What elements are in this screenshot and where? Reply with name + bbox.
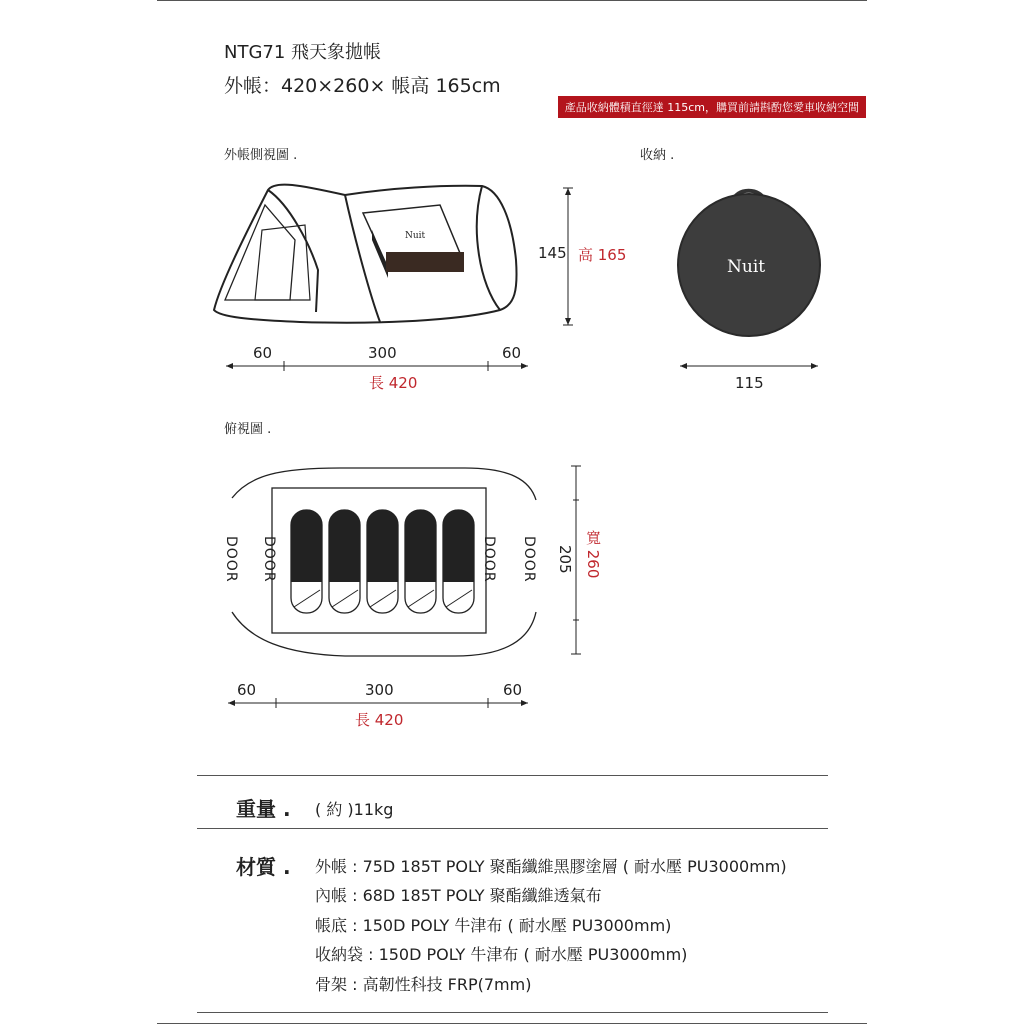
top-width-total: 寬 260 xyxy=(584,530,602,579)
side-view-tent xyxy=(214,185,517,323)
weight-value: ( 約 )11kg xyxy=(315,800,394,819)
door-label-outer-right: DOOR xyxy=(521,536,537,583)
top-dim-right: 60 xyxy=(503,681,523,699)
tent-arch xyxy=(345,195,380,322)
spec-rule-middle xyxy=(197,828,828,829)
side-dim-left: 60 xyxy=(253,344,273,362)
top-dim-left: 60 xyxy=(237,681,257,699)
side-dim-total: 長 420 xyxy=(369,374,418,392)
material-line: 帳底 : 150D POLY 牛津布 ( 耐水壓 PU3000mm) xyxy=(315,916,672,935)
tent-vent-dark xyxy=(386,252,464,272)
product-title: NTG71 飛天象拋帳 xyxy=(224,42,382,63)
side-dim-right: 60 xyxy=(502,344,522,362)
material-label: 材質 . xyxy=(236,855,291,879)
storage-label: 收納 . xyxy=(640,148,675,163)
spec-rule-bottom xyxy=(197,1012,828,1013)
side-dim-middle: 300 xyxy=(368,344,397,362)
top-width-inner: 205 xyxy=(556,545,574,574)
top-dim-middle: 300 xyxy=(365,681,394,699)
door-label-inner-left: DOOR xyxy=(261,536,277,583)
side-height-inner: 145 xyxy=(538,244,567,262)
door-label-outer-left: DOOR xyxy=(223,536,239,583)
sleeping-pads xyxy=(291,510,474,614)
door-label-inner-right: DOOR xyxy=(481,536,497,583)
tent-arch-rear xyxy=(477,186,500,310)
tent-door-inner xyxy=(255,225,310,300)
storage-diameter: 115 xyxy=(735,374,764,392)
material-line: 收納袋 : 150D POLY 牛津布 ( 耐水壓 PU3000mm) xyxy=(315,945,688,964)
material-line: 內帳 : 68D 185T POLY 聚酯纖維透氣布 xyxy=(315,886,602,905)
material-line: 骨架 : 高韌性科技 FRP(7mm) xyxy=(315,975,532,994)
tent-side-vent xyxy=(372,230,388,278)
top-view-label: 俯視圖 . xyxy=(224,422,272,437)
tent-front-panel xyxy=(268,190,318,312)
side-height-total: 高 165 xyxy=(578,246,627,264)
bag-logo: Nuit xyxy=(727,257,766,277)
top-dim-total: 長 420 xyxy=(355,711,404,729)
side-view-label: 外帳側視圖 . xyxy=(224,148,298,163)
spec-rule-top xyxy=(197,775,828,776)
material-line: 外帳 : 75D 185T POLY 聚酯纖維黑膠塗層 ( 耐水壓 PU3000mm) xyxy=(315,857,787,876)
side-view-logo: Nuit xyxy=(405,231,426,241)
weight-label: 重量 . xyxy=(236,797,291,821)
storage-notice-banner: 產品收納體積直徑達 115cm，購買前請斟酌您愛車收納空間 xyxy=(558,96,866,118)
top-outline xyxy=(232,468,536,500)
product-dimensions: 外帳：420×260× 帳高 165cm xyxy=(224,75,501,97)
